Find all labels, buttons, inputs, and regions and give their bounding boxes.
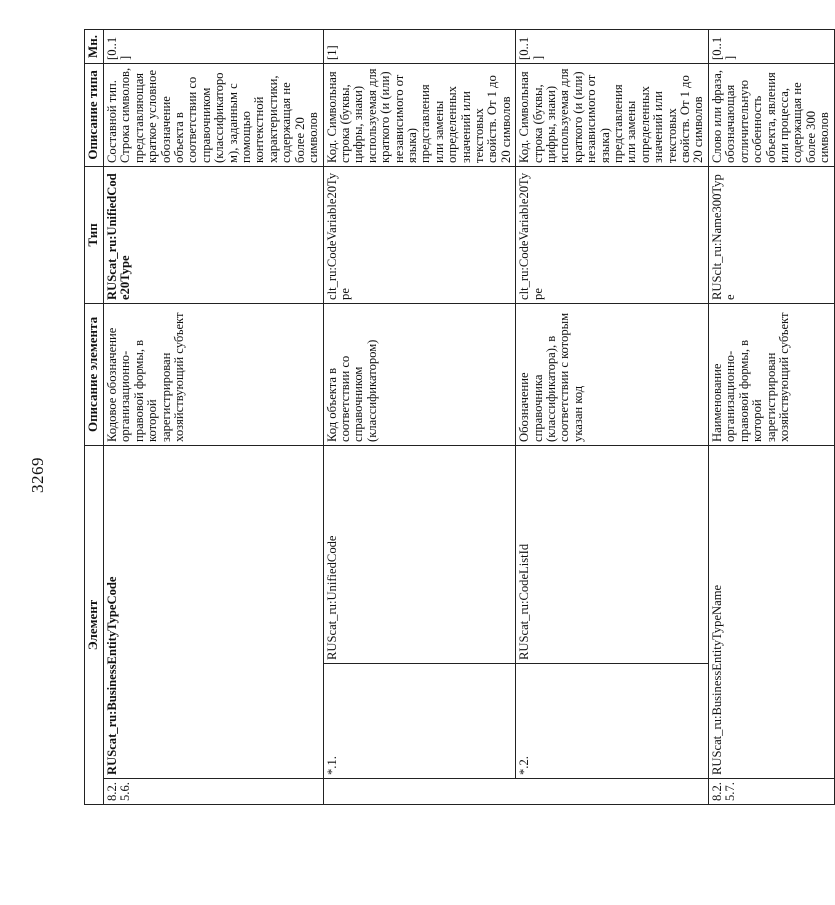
table-row [708, 29, 834, 804]
rotated-table-container [84, 30, 832, 805]
indent-cell [516, 779, 709, 805]
element-table [84, 29, 835, 805]
element-name: RUScat_ru:CodeListId [516, 445, 709, 663]
multiplicity: [1] [323, 29, 516, 63]
element-description: Код объекта в соответствии со справочником (классификатором) [323, 303, 516, 445]
header-mult: Мн. [85, 29, 104, 63]
row-number: *.1. [323, 664, 516, 779]
row-number: 8.2.5.6. [104, 779, 324, 805]
type-description: Составной тип. Строка символов, представляющая краткое условное обозначение объекта в соответствии со справочником (классификатором), заданным с помощью контекстной характеристики, содержащая не более 20 символов [104, 63, 324, 166]
type-name: clt_ru:CodeVariable20Type [516, 166, 709, 303]
table-row [104, 29, 324, 804]
multiplicity: [0..1] [104, 29, 324, 63]
type-description: Код. Символьная строка (буквы, цифры, знаки) используемая для краткого (и (или) независимого от языка) представления или замены определенных значений или текстовых свойств. От 1 до 20 символов [516, 63, 709, 166]
multiplicity: [0..1] [516, 29, 709, 63]
element-description: Обозначение справочника (классификатора), в соответствии с которым указан код [516, 303, 709, 445]
type-name: RUScat_ru:UnifiedCode20Type [104, 166, 324, 303]
element-description: Кодовое обозначение организационно-правовой формы, в которой зарегистрирован хозяйствующий субъект [104, 303, 324, 445]
element-name: RUScat_ru:BusinessEntityTypeCode [104, 445, 324, 778]
table-row [516, 29, 709, 804]
table-row [323, 29, 516, 804]
type-name: clt_ru:CodeVariable20Type [323, 166, 516, 303]
header-element-desc: Описание элемента [85, 303, 104, 445]
header-element: Элемент [85, 445, 104, 804]
element-name: RUScat_ru:UnifiedCode [323, 445, 516, 663]
element-description: Наименование организационно-правовой формы, в которой зарегистрирован хозяйствующий субъект [708, 303, 834, 445]
type-description: Слово или фраза, обозначающая отличительную особенность объекта, явления или процесса, содержащая не более 300 символов [708, 63, 834, 166]
row-number: *.2. [516, 664, 709, 779]
multiplicity: [0..1] [708, 29, 834, 63]
element-name: RUScat_ru:BusinessEntityTypeName [708, 445, 834, 778]
page-number: 3269 [28, 457, 47, 493]
type-description: Код. Символьная строка (буквы, цифры, знаки) используемая для краткого (и (или) независимого от языка) представления или замены определенных значений или текстовых свойств. От 1 до 20 символов [323, 63, 516, 166]
header-row [85, 29, 104, 804]
row-number: 8.2.5.7. [708, 779, 834, 805]
header-type-desc: Описание типа [85, 63, 104, 166]
indent-cell [323, 779, 516, 805]
type-name: RUSclt_ru:Name300Type [708, 166, 834, 303]
header-type: Тип [85, 166, 104, 303]
